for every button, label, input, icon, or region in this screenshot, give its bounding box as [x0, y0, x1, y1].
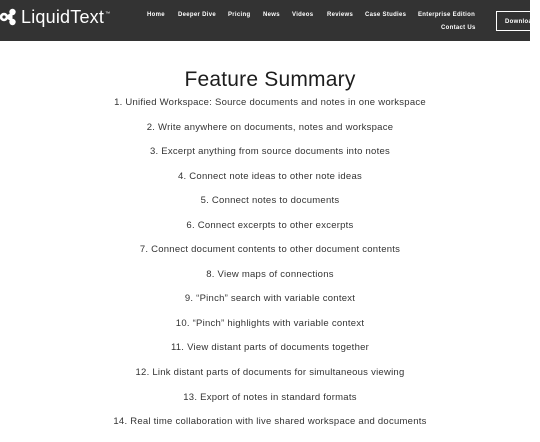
feature-item: 11. View distant parts of documents together	[170, 342, 370, 354]
nav-pricing[interactable]: Pricing	[228, 12, 251, 18]
download-button[interactable]: Download	[496, 11, 540, 31]
nav-contact-us[interactable]: Contact Us	[441, 25, 476, 31]
liquidtext-logo-icon	[0, 7, 18, 27]
feature-list	[0, 95, 540, 439]
feature-item: 10. “Pinch” highlights with variable context	[175, 317, 365, 329]
feature-item: 8. View maps of connections	[206, 268, 334, 280]
feature-item: 2. Write anywhere on documents, notes and workspace	[146, 121, 394, 133]
feature-item: 12. Link distant parts of documents for simultaneous viewing	[135, 367, 405, 379]
feature-item: 13. Export of notes in standard formats	[183, 391, 357, 403]
trademark-symbol: ™	[105, 11, 111, 17]
nav-news[interactable]: News	[263, 12, 280, 18]
feature-item: 6. Connect excerpts to other excerpts	[186, 219, 354, 231]
brand-name: LiquidText	[21, 6, 105, 27]
nav-case-studies[interactable]: Case Studies	[365, 12, 407, 18]
nav-deeper-dive[interactable]: Deeper Dive	[178, 12, 216, 18]
feature-item: 4. Connect note ideas to other note ideas	[177, 170, 362, 182]
nav-enterprise-edition[interactable]: Enterprise Edition	[418, 12, 476, 18]
nav-videos[interactable]: Videos	[292, 12, 314, 18]
feature-item: 7. Connect document contents to other document contents	[139, 244, 401, 256]
nav-reviews[interactable]: Reviews	[327, 12, 354, 18]
feature-item: 1. Unified Workspace: Source documents and notes in one workspace	[114, 97, 426, 108]
feature-item: 9. “Pinch” search with variable context	[184, 293, 356, 305]
feature-item: 3. Excerpt anything from source documents into notes	[149, 146, 391, 158]
logo[interactable]	[0, 4, 110, 30]
feature-item: 5. Connect notes to documents	[200, 195, 340, 207]
nav-home[interactable]: Home	[147, 12, 165, 18]
page-title: Feature Summary	[184, 68, 356, 92]
feature-item: 14. Real time collaboration with live shared workspace and documents	[113, 416, 427, 428]
top-navbar	[0, 0, 537, 41]
